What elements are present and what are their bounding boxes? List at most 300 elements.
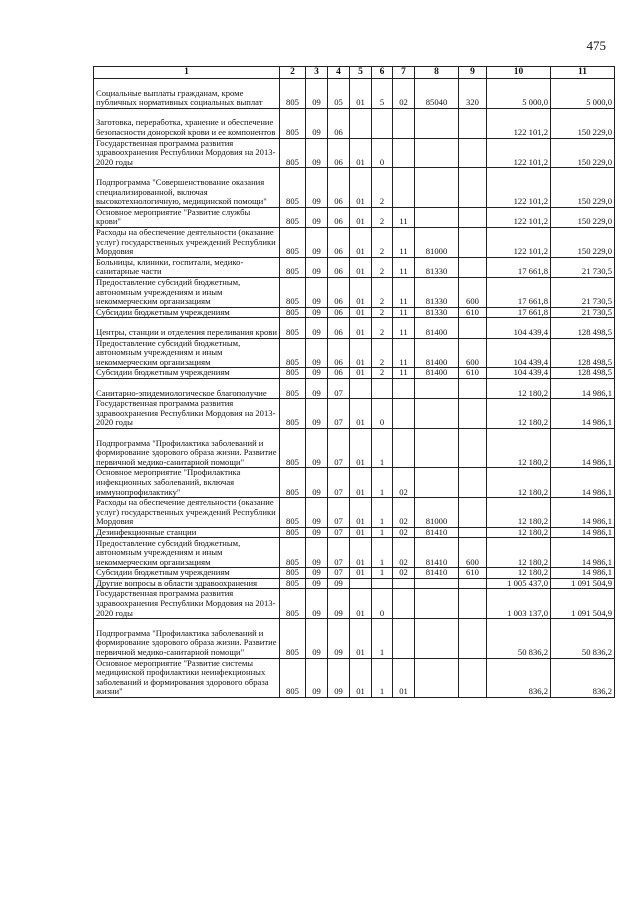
code-section: 09 [306, 399, 328, 429]
amount-col10: 12 180,2 [487, 498, 551, 528]
code-subsection: 06 [328, 108, 350, 138]
amount-col10: 50 836,2 [487, 619, 551, 658]
code-section: 09 [306, 428, 328, 467]
page-number: 475 [586, 38, 606, 53]
code-expense-type [459, 168, 487, 207]
row-name: Подпрограмма "Профилактика заболеваний и формирование здорового образа жизни. Развитие первичной медико-санитарной помощи" [94, 428, 280, 467]
table-row [94, 568, 615, 579]
code-expense-type [459, 578, 487, 589]
code-event [393, 589, 415, 619]
code-ministry: 805 [280, 468, 306, 498]
code-direction [415, 468, 459, 498]
code-expense-type [459, 207, 487, 227]
code-event [393, 399, 415, 429]
code-expense-type: 610 [459, 568, 487, 579]
code-section: 09 [306, 338, 328, 368]
code-expense-type: 600 [459, 277, 487, 307]
amount-col10: 1 003 137,0 [487, 589, 551, 619]
code-expense-type [459, 378, 487, 398]
code-subsection: 07 [328, 498, 350, 528]
code-ministry: 805 [280, 538, 306, 568]
code-ministry: 805 [280, 79, 306, 109]
code-direction: 81410 [415, 568, 459, 579]
row-name: Основное мероприятие "Развитие службы крови" [94, 207, 280, 227]
code-program: 01 [350, 428, 372, 467]
code-ministry: 805 [280, 568, 306, 579]
code-direction [415, 207, 459, 227]
code-subsection: 09 [328, 658, 350, 697]
code-subsection: 06 [328, 277, 350, 307]
code-event: 11 [393, 227, 415, 257]
code-direction [415, 378, 459, 398]
code-event: 02 [393, 568, 415, 579]
row-name: Предоставление субсидий бюджетным, автономным учреждениям и иным некоммерческим организациям [94, 538, 280, 568]
amount-col10: 12 180,2 [487, 538, 551, 568]
code-direction [415, 428, 459, 467]
code-subprogram: 5 [372, 79, 393, 109]
amount-col10: 12 180,2 [487, 468, 551, 498]
code-direction: 81000 [415, 227, 459, 257]
code-program: 01 [350, 338, 372, 368]
code-subprogram: 1 [372, 538, 393, 568]
code-subsection: 09 [328, 589, 350, 619]
table-row [94, 307, 615, 318]
amount-col11: 14 986,1 [551, 527, 615, 538]
code-event [393, 138, 415, 168]
code-direction: 81000 [415, 498, 459, 528]
code-expense-type [459, 138, 487, 168]
amount-col11: 21 730,5 [551, 307, 615, 318]
table-row [94, 619, 615, 658]
code-section: 09 [306, 589, 328, 619]
code-event [393, 428, 415, 467]
row-name: Заготовка, переработка, хранение и обеспечение безопасности донорской крови и ее компонентов [94, 108, 280, 138]
code-subprogram [372, 578, 393, 589]
code-subsection: 09 [328, 619, 350, 658]
amount-col10: 104 439,4 [487, 338, 551, 368]
amount-col10: 17 661,8 [487, 277, 551, 307]
code-expense-type [459, 468, 487, 498]
code-expense-type [459, 527, 487, 538]
column-header-3: 3 [306, 67, 328, 79]
code-event: 11 [393, 277, 415, 307]
code-event: 02 [393, 538, 415, 568]
code-section: 09 [306, 277, 328, 307]
amount-col10: 122 101,2 [487, 207, 551, 227]
code-program: 01 [350, 307, 372, 318]
code-direction: 81400 [415, 338, 459, 368]
amount-col10: 122 101,2 [487, 168, 551, 207]
code-program: 01 [350, 399, 372, 429]
row-name: Предоставление субсидий бюджетным, автономным учреждениям и иным некоммерческим организациям [94, 277, 280, 307]
code-subsection: 06 [328, 318, 350, 338]
amount-col10: 12 180,2 [487, 378, 551, 398]
code-direction [415, 589, 459, 619]
row-name: Государственная программа развития здравоохранения Республики Мордовия на 2013-2020 годы [94, 589, 280, 619]
code-direction: 81400 [415, 318, 459, 338]
row-name: Основное мероприятие "Профилактика инфекционных заболеваний, включая иммунопрофилактику" [94, 468, 280, 498]
code-event: 02 [393, 527, 415, 538]
table-row [94, 168, 615, 207]
code-subprogram: 2 [372, 307, 393, 318]
code-program: 01 [350, 538, 372, 568]
code-subsection: 06 [328, 257, 350, 277]
table-row [94, 538, 615, 568]
code-subprogram: 1 [372, 527, 393, 538]
amount-col10: 12 180,2 [487, 399, 551, 429]
amount-col10: 836,2 [487, 658, 551, 697]
code-program: 01 [350, 658, 372, 697]
code-event: 11 [393, 257, 415, 277]
code-subprogram [372, 108, 393, 138]
code-expense-type [459, 589, 487, 619]
code-subprogram: 2 [372, 227, 393, 257]
code-event: 02 [393, 79, 415, 109]
amount-col11: 21 730,5 [551, 277, 615, 307]
code-section: 09 [306, 527, 328, 538]
amount-col11: 150 229,0 [551, 207, 615, 227]
code-ministry: 805 [280, 338, 306, 368]
row-name: Основное мероприятие "Развитие системы медицинской профилактики неинфекционных заболеваний и формирования здорового образа жизни" [94, 658, 280, 697]
code-expense-type [459, 619, 487, 658]
table-row [94, 257, 615, 277]
row-name: Подпрограмма "Профилактика заболеваний и формирование здорового образа жизни. Развитие первичной медико-санитарной помощи" [94, 619, 280, 658]
row-name: Расходы на обеспечение деятельности (оказание услуг) государственных учреждений Республики Мордовия [94, 498, 280, 528]
table-body [94, 79, 615, 698]
code-ministry: 805 [280, 498, 306, 528]
code-subsection: 05 [328, 79, 350, 109]
code-subsection: 07 [328, 468, 350, 498]
code-subprogram: 2 [372, 168, 393, 207]
code-ministry: 805 [280, 378, 306, 398]
code-subsection: 07 [328, 538, 350, 568]
code-direction [415, 619, 459, 658]
budget-table [93, 66, 615, 698]
code-event: 01 [393, 658, 415, 697]
code-program: 01 [350, 79, 372, 109]
code-section: 09 [306, 619, 328, 658]
amount-col11: 150 229,0 [551, 168, 615, 207]
row-name: Санитарно-эпидемиологическое благополучие [94, 378, 280, 398]
code-event: 11 [393, 368, 415, 379]
amount-col10: 12 180,2 [487, 568, 551, 579]
code-ministry: 805 [280, 428, 306, 467]
code-expense-type [459, 658, 487, 697]
row-name: Больницы, клиники, госпитали, медико-санитарные части [94, 257, 280, 277]
code-event [393, 578, 415, 589]
code-event [393, 108, 415, 138]
column-header-5: 5 [350, 67, 372, 79]
code-subsection: 07 [328, 428, 350, 467]
code-ministry: 805 [280, 227, 306, 257]
code-section: 09 [306, 168, 328, 207]
table-row [94, 368, 615, 379]
table-row [94, 108, 615, 138]
code-subprogram: 1 [372, 498, 393, 528]
table-row [94, 277, 615, 307]
code-program: 01 [350, 138, 372, 168]
code-program [350, 378, 372, 398]
amount-col10: 104 439,4 [487, 368, 551, 379]
code-event: 02 [393, 498, 415, 528]
table-row [94, 658, 615, 697]
amount-col11: 14 986,1 [551, 468, 615, 498]
amount-col10: 122 101,2 [487, 227, 551, 257]
code-program: 01 [350, 568, 372, 579]
code-program: 01 [350, 227, 372, 257]
row-name: Центры, станции и отделения переливания крови [94, 318, 280, 338]
code-ministry: 805 [280, 277, 306, 307]
amount-col11: 14 986,1 [551, 538, 615, 568]
code-ministry: 805 [280, 399, 306, 429]
code-program [350, 578, 372, 589]
code-program: 01 [350, 257, 372, 277]
row-name: Предоставление субсидий бюджетным, автономным учреждениям и иным некоммерческим организациям [94, 338, 280, 368]
code-subprogram: 1 [372, 428, 393, 467]
code-program: 01 [350, 277, 372, 307]
code-subprogram: 2 [372, 207, 393, 227]
code-subprogram: 0 [372, 138, 393, 168]
table-row [94, 498, 615, 528]
code-event: 02 [393, 468, 415, 498]
amount-col10: 122 101,2 [487, 138, 551, 168]
amount-col11: 836,2 [551, 658, 615, 697]
code-section: 09 [306, 307, 328, 318]
code-section: 09 [306, 538, 328, 568]
amount-col11: 150 229,0 [551, 138, 615, 168]
code-program [350, 108, 372, 138]
code-event: 11 [393, 318, 415, 338]
code-event: 11 [393, 207, 415, 227]
code-expense-type: 600 [459, 338, 487, 368]
amount-col11: 14 986,1 [551, 568, 615, 579]
amount-col11: 21 730,5 [551, 257, 615, 277]
code-subprogram: 2 [372, 277, 393, 307]
code-subprogram: 1 [372, 619, 393, 658]
code-subprogram: 2 [372, 257, 393, 277]
column-header-11: 11 [551, 67, 615, 79]
code-expense-type [459, 428, 487, 467]
code-expense-type: 610 [459, 307, 487, 318]
table-row [94, 318, 615, 338]
code-subsection: 06 [328, 307, 350, 318]
row-name: Субсидии бюджетным учреждениям [94, 568, 280, 579]
header-row [94, 67, 615, 79]
code-subsection: 06 [328, 227, 350, 257]
code-section: 09 [306, 138, 328, 168]
amount-col11: 1 091 504,9 [551, 589, 615, 619]
code-subprogram: 2 [372, 318, 393, 338]
amount-col11: 50 836,2 [551, 619, 615, 658]
amount-col11: 128 498,5 [551, 338, 615, 368]
amount-col10: 122 101,2 [487, 108, 551, 138]
table-row [94, 468, 615, 498]
column-header-1: 1 [94, 67, 280, 79]
row-name: Подпрограмма "Совершенствование оказания специализированной, включая высокотехнологичную, медицинской помощи" [94, 168, 280, 207]
row-name: Государственная программа развития здравоохранения Республики Мордовия на 2013-2020 годы [94, 399, 280, 429]
code-direction: 81330 [415, 307, 459, 318]
code-direction [415, 658, 459, 697]
row-name: Субсидии бюджетным учреждениям [94, 307, 280, 318]
code-expense-type [459, 257, 487, 277]
amount-col10: 12 180,2 [487, 527, 551, 538]
code-direction: 81410 [415, 527, 459, 538]
amount-col11: 14 986,1 [551, 428, 615, 467]
code-program: 01 [350, 207, 372, 227]
amount-col11: 14 986,1 [551, 399, 615, 429]
code-direction [415, 399, 459, 429]
code-ministry: 805 [280, 318, 306, 338]
column-header-4: 4 [328, 67, 350, 79]
code-program: 01 [350, 168, 372, 207]
amount-col10: 5 000,0 [487, 79, 551, 109]
code-ministry: 805 [280, 619, 306, 658]
code-direction [415, 138, 459, 168]
code-event: 11 [393, 338, 415, 368]
code-expense-type: 600 [459, 538, 487, 568]
row-name: Дезинфекционные станции [94, 527, 280, 538]
code-subsection: 06 [328, 168, 350, 207]
amount-col11: 150 229,0 [551, 227, 615, 257]
code-program: 01 [350, 498, 372, 528]
code-subprogram: 1 [372, 468, 393, 498]
code-expense-type [459, 399, 487, 429]
amount-col11: 1 091 504,9 [551, 578, 615, 589]
row-name: Государственная программа развития здравоохранения Республики Мордовия на 2013-2020 годы [94, 138, 280, 168]
code-subsection: 06 [328, 138, 350, 168]
code-ministry: 805 [280, 307, 306, 318]
column-header-7: 7 [393, 67, 415, 79]
code-program: 01 [350, 318, 372, 338]
table-row [94, 227, 615, 257]
row-name: Социальные выплаты гражданам, кроме публичных нормативных социальных выплат [94, 79, 280, 109]
code-event: 11 [393, 307, 415, 318]
code-section: 09 [306, 79, 328, 109]
code-direction: 81330 [415, 277, 459, 307]
code-ministry: 805 [280, 207, 306, 227]
table-row [94, 428, 615, 467]
amount-col11: 150 229,0 [551, 108, 615, 138]
code-ministry: 805 [280, 108, 306, 138]
code-expense-type: 320 [459, 79, 487, 109]
code-subprogram [372, 378, 393, 398]
table-row [94, 578, 615, 589]
code-direction [415, 168, 459, 207]
code-event [393, 168, 415, 207]
code-program: 01 [350, 468, 372, 498]
column-header-6: 6 [372, 67, 393, 79]
code-subsection: 07 [328, 399, 350, 429]
code-direction [415, 578, 459, 589]
amount-col11: 5 000,0 [551, 79, 615, 109]
amount-col10: 104 439,4 [487, 318, 551, 338]
code-ministry: 805 [280, 138, 306, 168]
table-row [94, 207, 615, 227]
column-header-2: 2 [280, 67, 306, 79]
column-header-10: 10 [487, 67, 551, 79]
code-subprogram: 1 [372, 568, 393, 579]
code-section: 09 [306, 108, 328, 138]
code-expense-type [459, 498, 487, 528]
code-direction: 85040 [415, 79, 459, 109]
code-expense-type [459, 318, 487, 338]
code-expense-type [459, 108, 487, 138]
code-section: 09 [306, 578, 328, 589]
code-subsection: 09 [328, 578, 350, 589]
code-program: 01 [350, 619, 372, 658]
code-direction: 81330 [415, 257, 459, 277]
amount-col11: 14 986,1 [551, 378, 615, 398]
amount-col10: 12 180,2 [487, 428, 551, 467]
code-ministry: 805 [280, 589, 306, 619]
code-subsection: 07 [328, 378, 350, 398]
amount-col10: 17 661,8 [487, 257, 551, 277]
code-section: 09 [306, 468, 328, 498]
row-name: Другие вопросы в области здравоохранения [94, 578, 280, 589]
code-subprogram: 0 [372, 589, 393, 619]
code-section: 09 [306, 257, 328, 277]
column-header-9: 9 [459, 67, 487, 79]
row-name: Расходы на обеспечение деятельности (оказание услуг) государственных учреждений Республики Мордовия [94, 227, 280, 257]
code-section: 09 [306, 658, 328, 697]
code-subsection: 06 [328, 207, 350, 227]
code-expense-type: 610 [459, 368, 487, 379]
table-row [94, 338, 615, 368]
code-subprogram: 2 [372, 368, 393, 379]
code-subprogram: 1 [372, 658, 393, 697]
table-row [94, 378, 615, 398]
code-subprogram: 0 [372, 399, 393, 429]
code-subsection: 07 [328, 527, 350, 538]
code-ministry: 805 [280, 168, 306, 207]
code-program: 01 [350, 527, 372, 538]
code-ministry: 805 [280, 257, 306, 277]
code-section: 09 [306, 378, 328, 398]
table-row [94, 527, 615, 538]
amount-col11: 128 498,5 [551, 318, 615, 338]
amount-col11: 128 498,5 [551, 368, 615, 379]
code-event [393, 378, 415, 398]
code-section: 09 [306, 227, 328, 257]
code-direction: 81410 [415, 538, 459, 568]
table-row [94, 589, 615, 619]
code-ministry: 805 [280, 368, 306, 379]
amount-col10: 1 005 437,0 [487, 578, 551, 589]
code-section: 09 [306, 568, 328, 579]
amount-col11: 14 986,1 [551, 498, 615, 528]
table-row [94, 79, 615, 109]
code-subprogram: 2 [372, 338, 393, 368]
code-subsection: 06 [328, 368, 350, 379]
table-row [94, 399, 615, 429]
code-section: 09 [306, 207, 328, 227]
code-ministry: 805 [280, 658, 306, 697]
code-section: 09 [306, 318, 328, 338]
code-expense-type [459, 227, 487, 257]
code-direction [415, 108, 459, 138]
code-program: 01 [350, 589, 372, 619]
code-program: 01 [350, 368, 372, 379]
code-subsection: 07 [328, 568, 350, 579]
table-row [94, 138, 615, 168]
column-header-8: 8 [415, 67, 459, 79]
code-direction: 81400 [415, 368, 459, 379]
code-ministry: 805 [280, 527, 306, 538]
code-ministry: 805 [280, 578, 306, 589]
row-name: Субсидии бюджетным учреждениям [94, 368, 280, 379]
code-subsection: 06 [328, 338, 350, 368]
code-section: 09 [306, 368, 328, 379]
